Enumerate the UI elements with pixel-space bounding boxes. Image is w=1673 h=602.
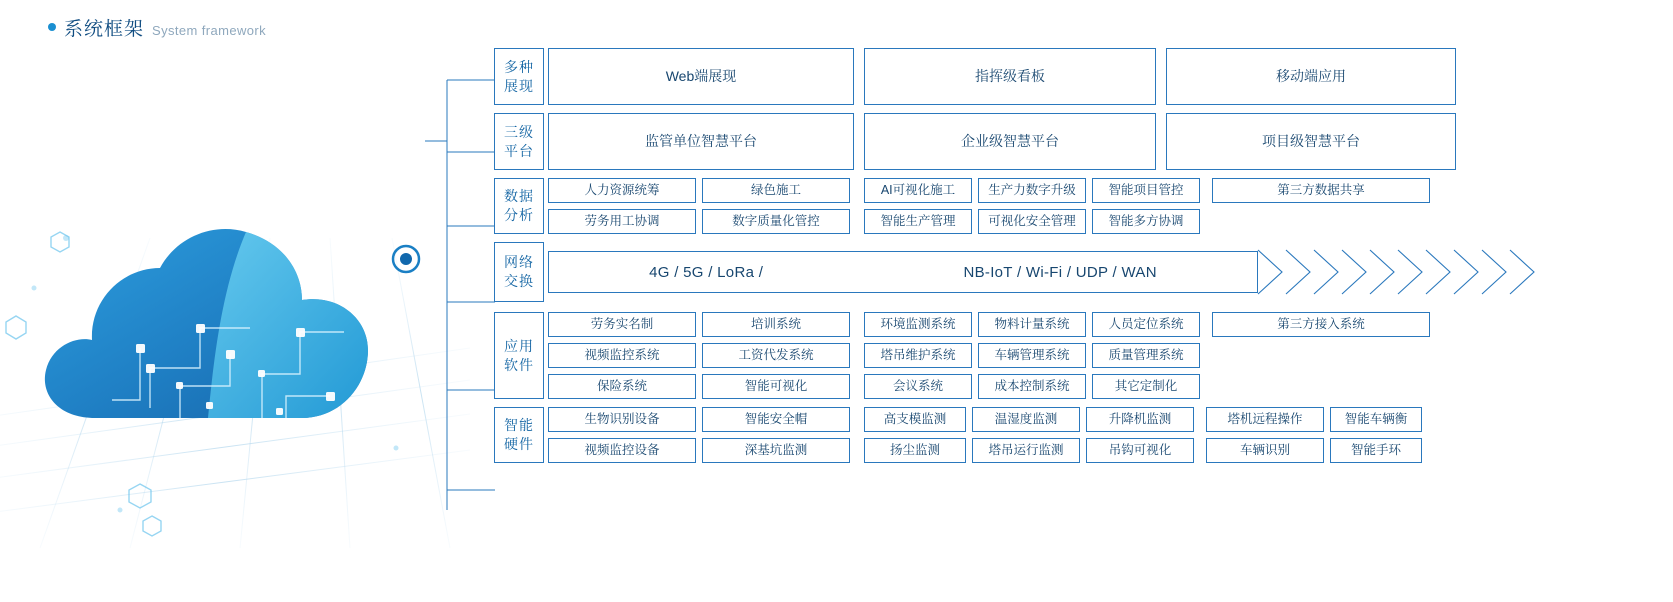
row-label-line1: 三级	[504, 123, 534, 140]
row-label-line1: 网络	[504, 254, 534, 270]
box-third-party-access-system[interactable]: 第三方接入系统	[1212, 312, 1430, 337]
box-vehicle-management-system[interactable]: 车辆管理系统	[978, 343, 1086, 368]
box-biometric-device[interactable]: 生物识别设备	[548, 407, 696, 432]
data-analysis-col-6	[1212, 178, 1430, 234]
box-smart-visualization[interactable]: 智能可视化	[702, 374, 850, 399]
network-text-left: 4G / 5G / LoRa /	[649, 263, 764, 281]
chevron-right-arrows-icon	[1256, 248, 1544, 296]
hardware-col-7	[1330, 407, 1422, 463]
row-application-software	[494, 312, 1546, 399]
box-crane-operation-monitoring[interactable]: 塔吊运行监测	[972, 438, 1080, 463]
data-analysis-col-2	[702, 178, 850, 234]
box-command-dashboard[interactable]: 指挥级看板	[864, 48, 1156, 105]
hardware-col-2	[702, 407, 850, 463]
page-title: 系统框架	[64, 19, 145, 40]
box-high-formwork-monitoring[interactable]: 高支模监测	[864, 407, 966, 432]
page-subtitle: System framework	[152, 23, 267, 38]
box-enterprise-platform[interactable]: 企业级智慧平台	[864, 113, 1156, 170]
box-network-protocols[interactable]	[548, 251, 1258, 293]
application-col-5	[1092, 312, 1200, 399]
network-node-icon	[393, 246, 419, 272]
box-productivity-upgrade[interactable]: 生产力数字升级	[978, 178, 1086, 203]
box-smart-production-mgmt[interactable]: 智能生产管理	[864, 209, 972, 234]
row-label-line2: 软件	[504, 356, 534, 373]
box-hook-visualization[interactable]: 吊钩可视化	[1086, 438, 1194, 463]
box-smart-truck-scale[interactable]: 智能车辆衡	[1330, 407, 1422, 432]
page-header	[48, 14, 266, 41]
box-ai-visual-construction[interactable]: AI可视化施工	[864, 178, 972, 203]
row-presentation	[494, 48, 1546, 105]
data-analysis-col-1	[548, 178, 696, 234]
application-col-2	[702, 312, 850, 399]
box-crane-remote-operation[interactable]: 塔机远程操作	[1206, 407, 1324, 432]
row-label-presentation	[494, 48, 544, 105]
hardware-col-1	[548, 407, 696, 463]
box-web-presentation[interactable]: Web端展现	[548, 48, 854, 105]
bullet-dot-icon	[48, 23, 56, 31]
system-framework-diagram	[494, 48, 1546, 471]
box-digital-quality-control[interactable]: 数字质量化管控	[702, 209, 850, 234]
box-payroll-system[interactable]: 工资代发系统	[702, 343, 850, 368]
box-smart-project-control[interactable]: 智能项目管控	[1092, 178, 1200, 203]
row-label-data-analysis	[494, 178, 544, 234]
hardware-col-3	[864, 407, 966, 463]
row-data-analysis	[494, 178, 1546, 234]
data-analysis-col-4	[978, 178, 1086, 234]
row-label-line2: 交换	[504, 273, 534, 289]
box-visual-safety-mgmt[interactable]: 可视化安全管理	[978, 209, 1086, 234]
application-col-1	[548, 312, 696, 399]
cloud-network-illustration	[0, 118, 470, 548]
box-material-weighing-system[interactable]: 物料计量系统	[978, 312, 1086, 337]
row-label-hardware	[494, 407, 544, 463]
box-labor-real-name[interactable]: 劳务实名制	[548, 312, 696, 337]
box-other-customization[interactable]: 其它定制化	[1092, 374, 1200, 399]
box-hoist-monitoring[interactable]: 升降机监测	[1086, 407, 1194, 432]
application-col-6	[1212, 312, 1430, 399]
box-video-surveillance-device[interactable]: 视频监控设备	[548, 438, 696, 463]
box-quality-management-system[interactable]: 质量管理系统	[1092, 343, 1200, 368]
row-label-line1: 数据	[504, 188, 534, 204]
row-label-line1: 多种	[504, 58, 534, 75]
box-mobile-app[interactable]: 移动端应用	[1166, 48, 1456, 105]
data-analysis-col-5	[1092, 178, 1200, 234]
row-label-platform	[494, 113, 544, 170]
box-third-party-data-sharing[interactable]: 第三方数据共享	[1212, 178, 1430, 203]
hardware-col-5	[1086, 407, 1194, 463]
box-insurance-system[interactable]: 保险系统	[548, 374, 696, 399]
box-training-system[interactable]: 培训系统	[702, 312, 850, 337]
row-smart-hardware	[494, 407, 1546, 463]
box-labor-coordination[interactable]: 劳务用工协调	[548, 209, 696, 234]
box-smart-multiparty-coordination[interactable]: 智能多方协调	[1092, 209, 1200, 234]
network-text-right: NB-IoT / Wi-Fi / UDP / WAN	[963, 263, 1157, 281]
row-network-exchange	[494, 242, 1546, 302]
box-deep-foundation-monitoring[interactable]: 深基坑监测	[702, 438, 850, 463]
box-project-platform[interactable]: 项目级智慧平台	[1166, 113, 1456, 170]
row-label-line2: 平台	[504, 142, 534, 159]
connector-tree	[425, 40, 505, 530]
row-label-line2: 硬件	[504, 436, 534, 452]
box-crane-maintenance-system[interactable]: 塔吊维护系统	[864, 343, 972, 368]
box-regulator-platform[interactable]: 监管单位智慧平台	[548, 113, 854, 170]
box-hr-coordination[interactable]: 人力资源统筹	[548, 178, 696, 203]
row-label-line1: 智能	[504, 417, 534, 433]
box-smart-wristband[interactable]: 智能手环	[1330, 438, 1422, 463]
box-environment-monitoring-system[interactable]: 环境监测系统	[864, 312, 972, 337]
row-three-tier-platform	[494, 113, 1546, 170]
row-label-line1: 应用	[504, 337, 534, 354]
data-analysis-col-3	[864, 178, 972, 234]
hardware-col-4	[972, 407, 1080, 463]
box-cost-control-system[interactable]: 成本控制系统	[978, 374, 1086, 399]
box-meeting-system[interactable]: 会议系统	[864, 374, 972, 399]
hardware-col-6	[1206, 407, 1324, 463]
box-vehicle-recognition[interactable]: 车辆识别	[1206, 438, 1324, 463]
row-label-line2: 展现	[504, 77, 534, 94]
box-personnel-positioning-system[interactable]: 人员定位系统	[1092, 312, 1200, 337]
box-green-construction[interactable]: 绿色施工	[702, 178, 850, 203]
box-temperature-humidity-monitoring[interactable]: 温湿度监测	[972, 407, 1080, 432]
row-label-application	[494, 312, 544, 399]
row-label-line2: 分析	[504, 207, 534, 223]
box-smart-helmet[interactable]: 智能安全帽	[702, 407, 850, 432]
application-col-4	[978, 312, 1086, 399]
box-dust-monitoring[interactable]: 扬尘监测	[864, 438, 966, 463]
box-video-surveillance-system[interactable]: 视频监控系统	[548, 343, 696, 368]
application-col-3	[864, 312, 972, 399]
row-label-network	[494, 242, 544, 302]
